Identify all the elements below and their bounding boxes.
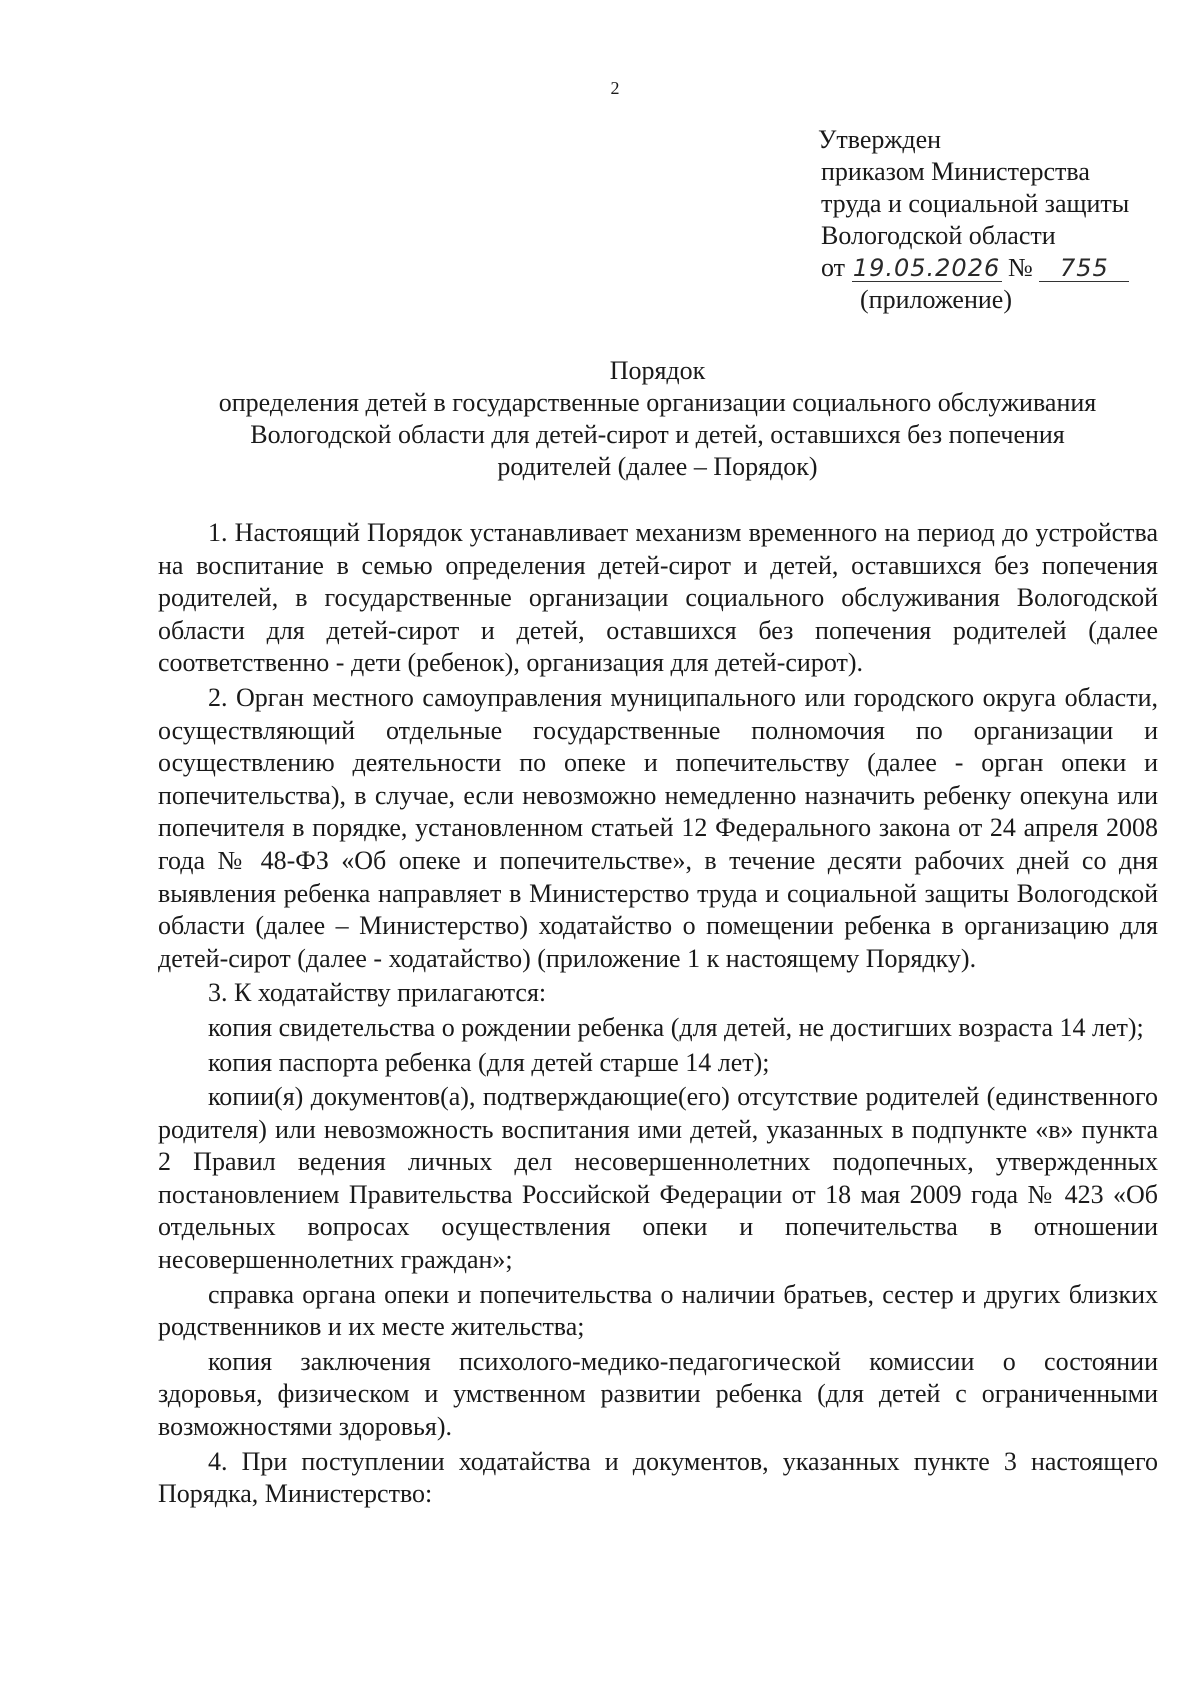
paragraph-3: 3. К ходатайству прилагаются: — [208, 978, 547, 1008]
title-line-1: определения детей в государственные организации социального обслуживания — [218, 388, 1097, 417]
approval-line-region: Вологодской области — [821, 221, 1056, 250]
handwritten-date: 19.05.2026 — [852, 254, 1001, 282]
page-number: 2 — [610, 78, 620, 98]
approval-date-number-line — [818, 252, 1198, 284]
title-line-3: родителей (далее – Порядок) — [497, 452, 818, 481]
approval-line-ministry: труда и социальной защиты — [821, 189, 1130, 218]
paragraph-3-item-2: копия паспорта ребенка (для детей старше 14 лет); — [208, 1047, 770, 1077]
paragraph-1: 1. Настоящий Порядок устанавливает механизм временного на период до устройства на воспитание в семью определения детей-сирот и детей, оставшихся без попечения родителей, в государственные организации социального обслуживания Вологодской области для детей-сирот и детей, оставшихся без попечения родителей (далее соответственно - дети (ребенок), организация для детей-сирот). — [158, 518, 1158, 678]
date-prefix: от — [821, 253, 846, 282]
appendix-label: (приложение) — [860, 285, 1013, 314]
document-title — [170, 355, 1145, 483]
paragraph-3-item-4: справка органа опеки и попечительства о наличии братьев, сестер и других близких родственников и их месте жительства; — [158, 1279, 1158, 1342]
paragraph-2: 2. Орган местного самоуправления муниципального или городского округа области, осуществляющий отдельные государственные полномочия по организации и осуществлению деятельности по опеке и попечительству (далее - орган опеки и попечительства), в случае, если невозможно немедленно назначить ребенку опекуна или попечителя в порядке, установленном статьей 12 Федерального закона от 24 апреля 2008 года № 48-ФЗ «Об опеке и попечительстве», в течение десяти рабочих дней со дня выявления ребенка направляет в Министерство труда и социальной защиты Вологодской области (далее – Министерство) ходатайство о помещении ребенка в организацию для детей-сирот (далее - ходатайство) (приложение 1 к настоящему Порядку). — [158, 682, 1158, 973]
number-sign: № — [1008, 253, 1033, 282]
approval-line-order: приказом Министерства — [821, 157, 1090, 186]
paragraph-3-item-1: копия свидетельства о рождении ребенка (для детей, не достигших возраста 14 лет); — [208, 1012, 1144, 1042]
approval-line-approved: Утвержден — [818, 125, 942, 154]
paragraph-3-item-3: копии(я) документов(а), подтверждающие(его) отсутствие родителей (единственного родителя) или невозможность воспитания ими детей, указанных в подпункте «в» пункта 2 Правил ведения личных дел несовершеннолетних подопечных, утвержденных постановлением Правительства Российской Федерации от 18 мая 2009 года № 423 «Об отдельных вопросах осуществления опеки и попечительства в отношении несовершеннолетних граждан»; — [158, 1082, 1158, 1275]
approval-stamp-block — [818, 124, 1198, 316]
title-heading: Порядок — [609, 356, 706, 385]
paragraph-4: 4. При поступлении ходатайства и документов, указанных пункте 3 настоящего Порядка, Министерство: — [158, 1446, 1158, 1509]
handwritten-order-number: 755 — [1039, 255, 1129, 282]
document-body — [158, 517, 1158, 1513]
paragraph-3-item-5: копия заключения психолого-медико-педагогической комиссии о состоянии здоровья, физическом и умственном развитии ребенка (для детей с ограниченными возможностями здоровья). — [158, 1346, 1158, 1442]
title-line-2: Вологодской области для детей-сирот и детей, оставшихся без попечения — [250, 420, 1065, 449]
